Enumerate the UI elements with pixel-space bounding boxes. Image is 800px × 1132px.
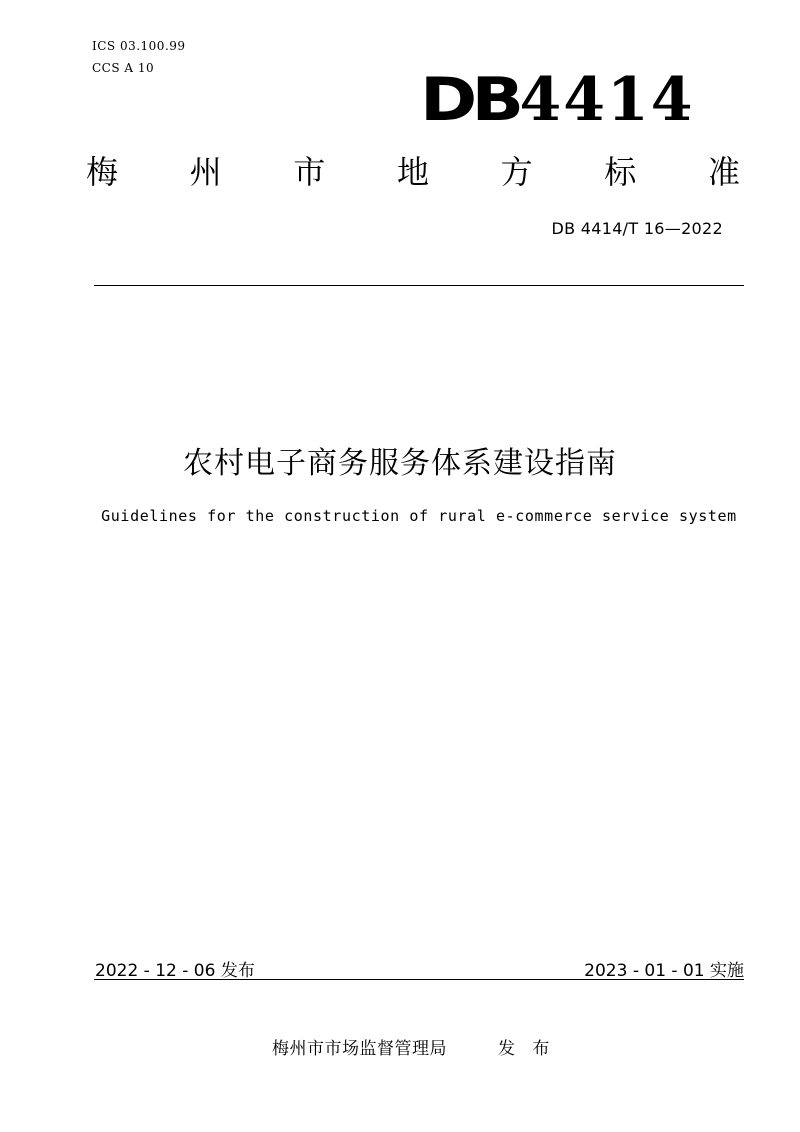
standard-type-char: 方 bbox=[500, 153, 533, 191]
standard-type-char: 州 bbox=[189, 153, 222, 191]
publish-label: 发 布 bbox=[498, 1039, 556, 1059]
standard-type-char: 地 bbox=[396, 153, 429, 191]
title-english: Guidelines for the construction of rural e-commerce service system bbox=[101, 507, 737, 525]
standard-type-char: 标 bbox=[604, 153, 637, 191]
standard-type-heading bbox=[86, 152, 740, 192]
ics-code: ICS 03.100.99 bbox=[92, 39, 186, 53]
issue-date: 2022 - 12 - 06 发布 bbox=[95, 961, 255, 981]
db-logo-digits: 4414 bbox=[519, 65, 695, 135]
implementation-date: 2023 - 01 - 01 实施 bbox=[584, 961, 744, 981]
db-logo-letters: DB bbox=[420, 65, 519, 135]
db-logo bbox=[420, 65, 695, 135]
title-chinese: 农村电子商务服务体系建设指南 bbox=[183, 446, 617, 481]
top-divider bbox=[94, 285, 744, 286]
standard-type-char: 准 bbox=[707, 153, 740, 191]
bottom-divider bbox=[94, 979, 744, 980]
ccs-code: CCS A 10 bbox=[92, 61, 155, 75]
standard-type-char: 市 bbox=[293, 153, 326, 191]
publisher-name: 梅州市市场监督管理局 bbox=[272, 1039, 447, 1059]
standard-type-char: 梅 bbox=[86, 153, 119, 191]
standard-number: DB 4414/T 16—2022 bbox=[551, 219, 723, 238]
